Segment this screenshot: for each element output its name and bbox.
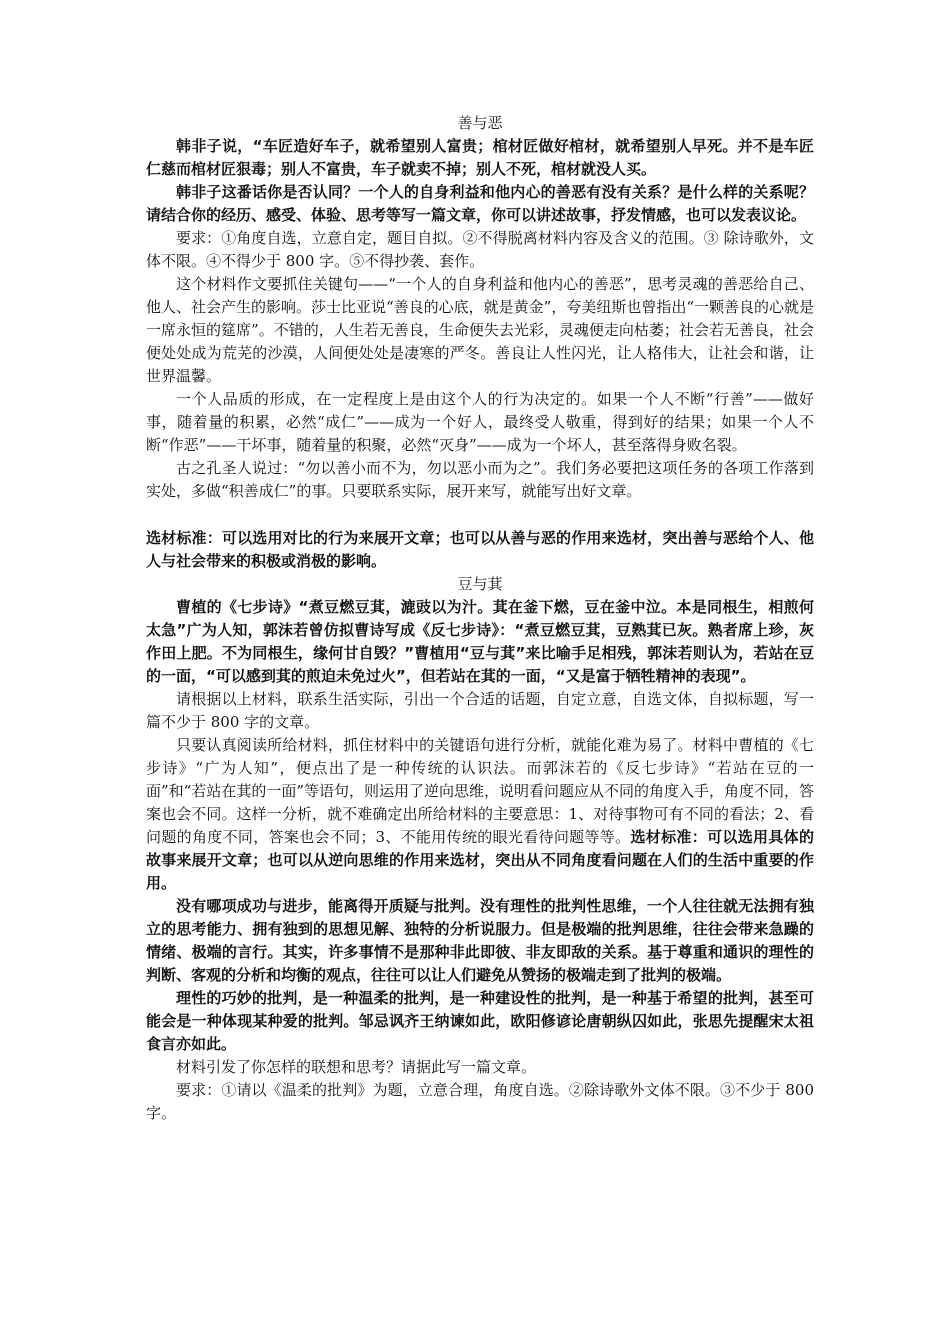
paragraph-requirements: 要求：①角度自选，立意自定，题目自拟。②不得脱离材料内容及含义的范围。③ 除诗歌外，文体不限。④不得少于 800 字。⑤不得抄袭、套作。 — [146, 229, 814, 270]
section-title-dou-yu-qi: 豆与萁 — [457, 575, 503, 593]
paragraph-gentle-criticism: 理性的巧妙的批判，是一种温柔的批判，是一种建设性的批判，是一种基于希望的批判，甚至可能会是一种体现某种爱的批判。邹忌讽齐王纳谏如此，欧阳修谚论唐朝纵囚如此，张思先提醒宋太祖食言亦如此。 — [146, 989, 814, 1053]
section-title-shan-yu-e: 善与恶 — [457, 114, 503, 132]
document-body — [146, 112, 814, 1125]
paragraph-analysis — [146, 734, 814, 895]
analysis-text: 只要认真阅读所给材料，抓住材料中的关键语句进行分析，就能化难为易了。材料中曹植的《七步诗》“广为人知”，便点出了是一种传统的认识法。而郭沫若的《反七步诗》“若站在豆的一面”和“若站在萁的一面”等语句，则运用了逆向思维，说明看问题应从不同的角度入手，角度不同，答案也会不同。这样一分析，就不难确定出所给材料的主要意思：1、对待事物可有不同的看法；2、看问题的角度不同，答案也会不同；3、不能用传统的眼光看待问题等等。 — [146, 736, 815, 846]
paragraph-selection-standard: 选材标准：可以选用对比的行为来展开文章；也可以从善与恶的作用来选材，突出善与恶给个人、他人与社会带来的积极或消极的影响。 — [146, 529, 814, 570]
paragraph-analysis-3: 古之孔圣人说过：“勿以善小而不为，勿以恶小而为之”。我们务必要把这项任务的各项工作落到实处，多做“积善成仁”的事。只要联系实际，展开来写，就能写出好文章。 — [146, 459, 814, 500]
paragraph-material-prompt: 材料引发了你怎样的联想和思考？请据此写一篇文章。 — [176, 1058, 537, 1076]
paragraph-analysis-2: 一个人品质的形成，在一定程度上是由这个人的行为决定的。如果一个人不断“行善”——做好事，随着量的积累，必然“成仁”——成为一个好人，最终受人敬重，得到好的结果；如果一个人不断“作恶”——干坏事，随着量的积聚，必然“灭身”——成为一个坏人，甚至落得身败名裂。 — [146, 390, 814, 454]
spacer — [146, 503, 814, 527]
paragraph-prompt-question: 韩非子这番话你是否认同？一个人的自身利益和他内心的善恶有没有关系？是什么样的关系呢？请结合你的经历、感受、体验、思考等写一篇文章，你可以讲述故事，抒发情感，也可以发表议论。 — [146, 183, 814, 224]
paragraph-critical-thinking: 没有哪项成功与进步，能离得开质疑与批判。没有理性的批判性思维，一个人往往就无法拥有独立的思考能力、拥有独到的思想见解、独特的分析说服力。但是极端的批判思维，往往会带来急躁的情绪、极端的言行。其实，许多事情不是那种非此即彼、非友即敌的关系。基于尊重和通识的理性的判断、客观的分析和均衡的观点，往往可以让人们避免从赞扬的极端走到了批判的极端。 — [146, 897, 814, 984]
selection-standard-inline: 选材标准：可以选用具体的故事来展开文章；也可以从逆向思维的作用来选材，突出从不同角度看问题在人们的生活中重要的作用。 — [146, 828, 814, 892]
paragraph-requirements-2: 要求：①请以《温柔的批判》为题，立意合理，角度自选。②除诗歌外文体不限。③不少于 800 字。 — [146, 1081, 814, 1122]
paragraph-writing-prompt: 请根据以上材料，联系生活实际，引出一个合适的话题，自定立意，自选文体，自拟标题，写一篇不少于 800 字的文章。 — [146, 690, 814, 731]
paragraph-hanfeizi-quote: 韩非子说，“车匠造好车子，就希望别人富贵；棺材匠做好棺材，就希望别人早死。并不是车匠仁慈而棺材匠狠毒；别人不富贵，车子就卖不掉；别人不死，棺材就没人买。 — [146, 137, 814, 178]
paragraph-analysis-1: 这个材料作文要抓住关键句——“一个人的自身利益和他内心的善恶”，思考灵魂的善恶给自己、他人、社会产生的影响。莎士比亚说“善良的心底，就是黄金”，夸美纽斯也曾指出“一颗善良的心就是一席永恒的筵席”。不错的，人生若无善良，生命便失去光彩，灵魂便走向枯萎；社会若无善良，社会便处处成为荒芜的沙漠，人间便处处是凄寒的严冬。善良让人性闪光，让人格伟大，让社会和谐，让世界温馨。 — [146, 275, 815, 385]
paragraph-seven-step-poem: 曹植的《七步诗》“煮豆燃豆萁，漉豉以为汁。萁在釜下燃，豆在釜中泣。本是同根生，相煎何太急”广为人知，郭沫若曾仿拟曹诗写成《反七步诗》：“煮豆燃豆萁，豆熟萁已灰。熟者席上珍，灰作田上肥。不为同根生，缘何甘自毁？”曹植用“豆与萁”来比喻手足相残，郭沫若则认为，若站在豆的一面，“可以感到萁的煎迫未免过火”，但若站在萁的一面，“又是富于牺牲精神的表现”。 — [146, 598, 814, 685]
